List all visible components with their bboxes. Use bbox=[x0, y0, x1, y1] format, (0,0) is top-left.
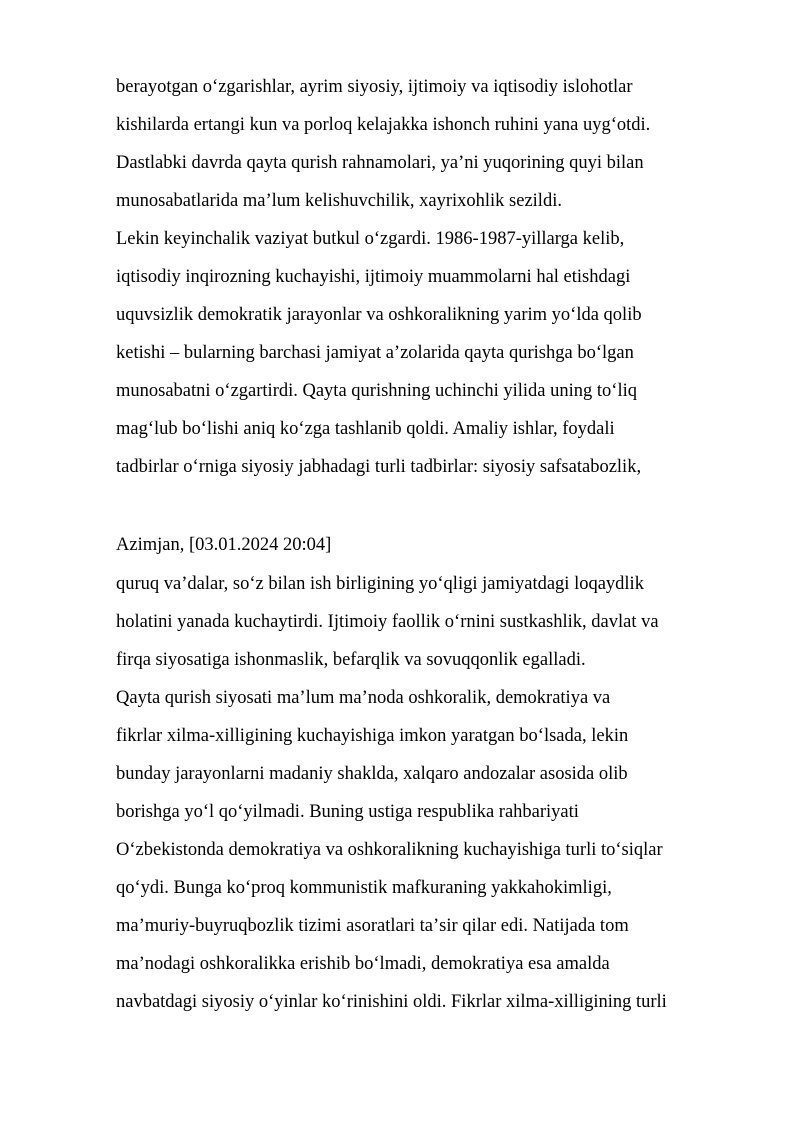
text-line: maʼmuriy-buyruqbozlik tizimi asoratlari taʼsir qilar edi. Natijada tom bbox=[116, 916, 629, 936]
text-line: munosabatlarida maʼlum kelishuvchilik, xayrixohlik sezildi. bbox=[116, 191, 562, 211]
text-line: borishga yoʻl qoʻyilmadi. Buning ustiga respublika rahbariyati bbox=[116, 802, 579, 822]
text-line: fikrlar xilma-xilligining kuchayishiga imkon yaratgan boʻlsada, lekin bbox=[116, 726, 629, 746]
text-line: uquvsizlik demokratik jarayonlar va oshkoralikning yarim yoʻlda qolib bbox=[116, 305, 642, 325]
text-line: Oʻzbekistonda demokratiya va oshkoralikning kuchayishiga turli toʻsiqlar bbox=[116, 840, 663, 860]
text-line: maʼnodagi oshkoralikka erishib boʻlmadi, demokratiya esa amalda bbox=[116, 954, 610, 974]
text-line: ketishi – bularning barchasi jamiyat aʼzolarida qayta qurishga boʻlgan bbox=[116, 343, 634, 363]
text-line: tadbirlar oʻrniga siyosiy jabhadagi turli tadbirlar: siyosiy safsatabozlik, bbox=[116, 457, 642, 477]
text-line: Lekin keyinchalik vaziyat butkul oʻzgardi. 1986-1987-yillarga kelib, bbox=[116, 229, 625, 249]
text-line: iqtisodiy inqirozning kuchayishi, ijtimoiy muammolarni hal etishdagi bbox=[116, 267, 631, 287]
text-line: qoʻydi. Bunga koʻproq kommunistik mafkuraning yakkahokimligi, bbox=[116, 878, 612, 898]
text-line: Dastlabki davrda qayta qurish rahnamolari, yaʼni yuqorining quyi bilan bbox=[116, 153, 644, 173]
text-line: munosabatni oʻzgartirdi. Qayta qurishning uchinchi yilida uning toʻliq bbox=[116, 381, 637, 401]
message-header: Azimjan, [03.01.2024 20:04] bbox=[116, 535, 332, 555]
text-line: magʻlub boʻlishi aniq koʻzga tashlanib qoldi. Amaliy ishlar, foydali bbox=[116, 419, 615, 439]
text-line: navbatdagi siyosiy oʻyinlar koʻrinishini oldi. Fikrlar xilma-xilligining turli bbox=[116, 992, 667, 1012]
text-line: bunday jarayonlarni madaniy shaklda, xalqaro andozalar asosida olib bbox=[116, 764, 628, 784]
text-line: kishilarda ertangi kun va porloq kelajakka ishonch ruhini yana uygʻotdi. bbox=[116, 115, 651, 135]
text-line: holatini yanada kuchaytirdi. Ijtimoiy faollik oʻrnini sustkashlik, davlat va bbox=[116, 612, 659, 632]
text-line: firqa siyosatiga ishonmaslik, befarqlik va sovuqqonlik egalladi. bbox=[116, 650, 586, 670]
text-line: quruq vaʼdalar, soʻz bilan ish birligining yoʻqligi jamiyatdagi loqaydlik bbox=[116, 574, 644, 594]
text-line: Qayta qurish siyosati maʼlum maʼnoda oshkoralik, demokratiya va bbox=[116, 688, 611, 708]
text-line: berayotgan oʻzgarishlar, ayrim siyosiy, ijtimoiy va iqtisodiy islohotlar bbox=[116, 77, 633, 97]
